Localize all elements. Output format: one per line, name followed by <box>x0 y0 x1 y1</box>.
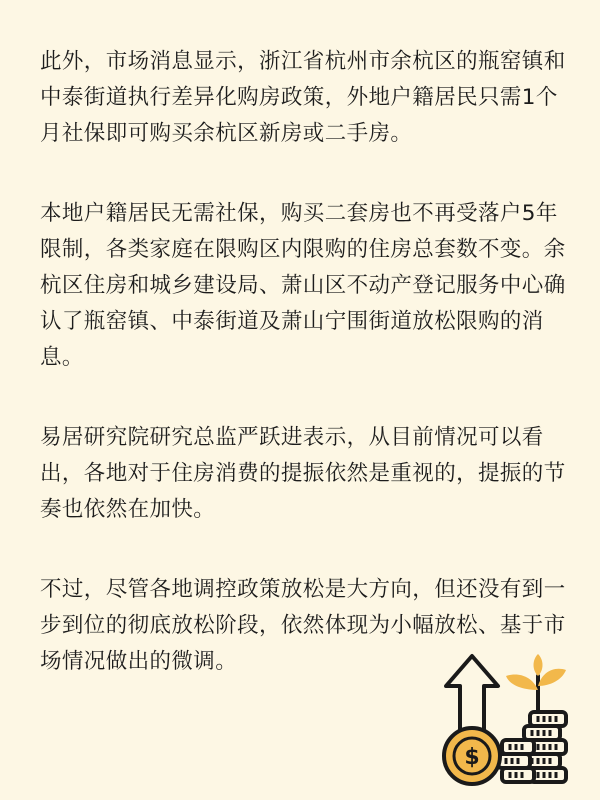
coin-stack-icon <box>498 712 566 782</box>
arrow-up-icon <box>446 656 498 738</box>
paragraph-4: 不过，尽管各地调控政策放松是大方向，但还没有到一步到位的彻底放松阶段，依然体现为小幅放松、基于市场情况做出的微调。 <box>40 577 566 674</box>
dollar-coin-icon <box>444 728 500 784</box>
growth-illustration <box>438 652 578 792</box>
article-body <box>40 44 570 724</box>
paragraph-2: 本地户籍居民无需社保，购买二套房也不再受落户5年限制，各类家庭在限购区内限购的住房总套数不变。余杭区住房和城乡建设局、萧山区不动产登记服务中心确认了瓶窑镇、中泰街道及萧山宁围街道放松限购的消息。 <box>40 201 566 370</box>
paragraph-3: 易居研究院研究总监严跃进表示，从目前情况可以看出，各地对于住房消费的提振依然是重视的，提振的节奏也依然在加快。 <box>40 425 566 522</box>
sprout-icon <box>506 654 566 712</box>
dollar-symbol: $ <box>464 745 480 770</box>
paragraph-1: 此外，市场消息显示，浙江省杭州市余杭区的瓶窑镇和中泰街道执行差异化购房政策，外地户籍居民只需1个月社保即可购买余杭区新房或二手房。 <box>40 49 566 146</box>
